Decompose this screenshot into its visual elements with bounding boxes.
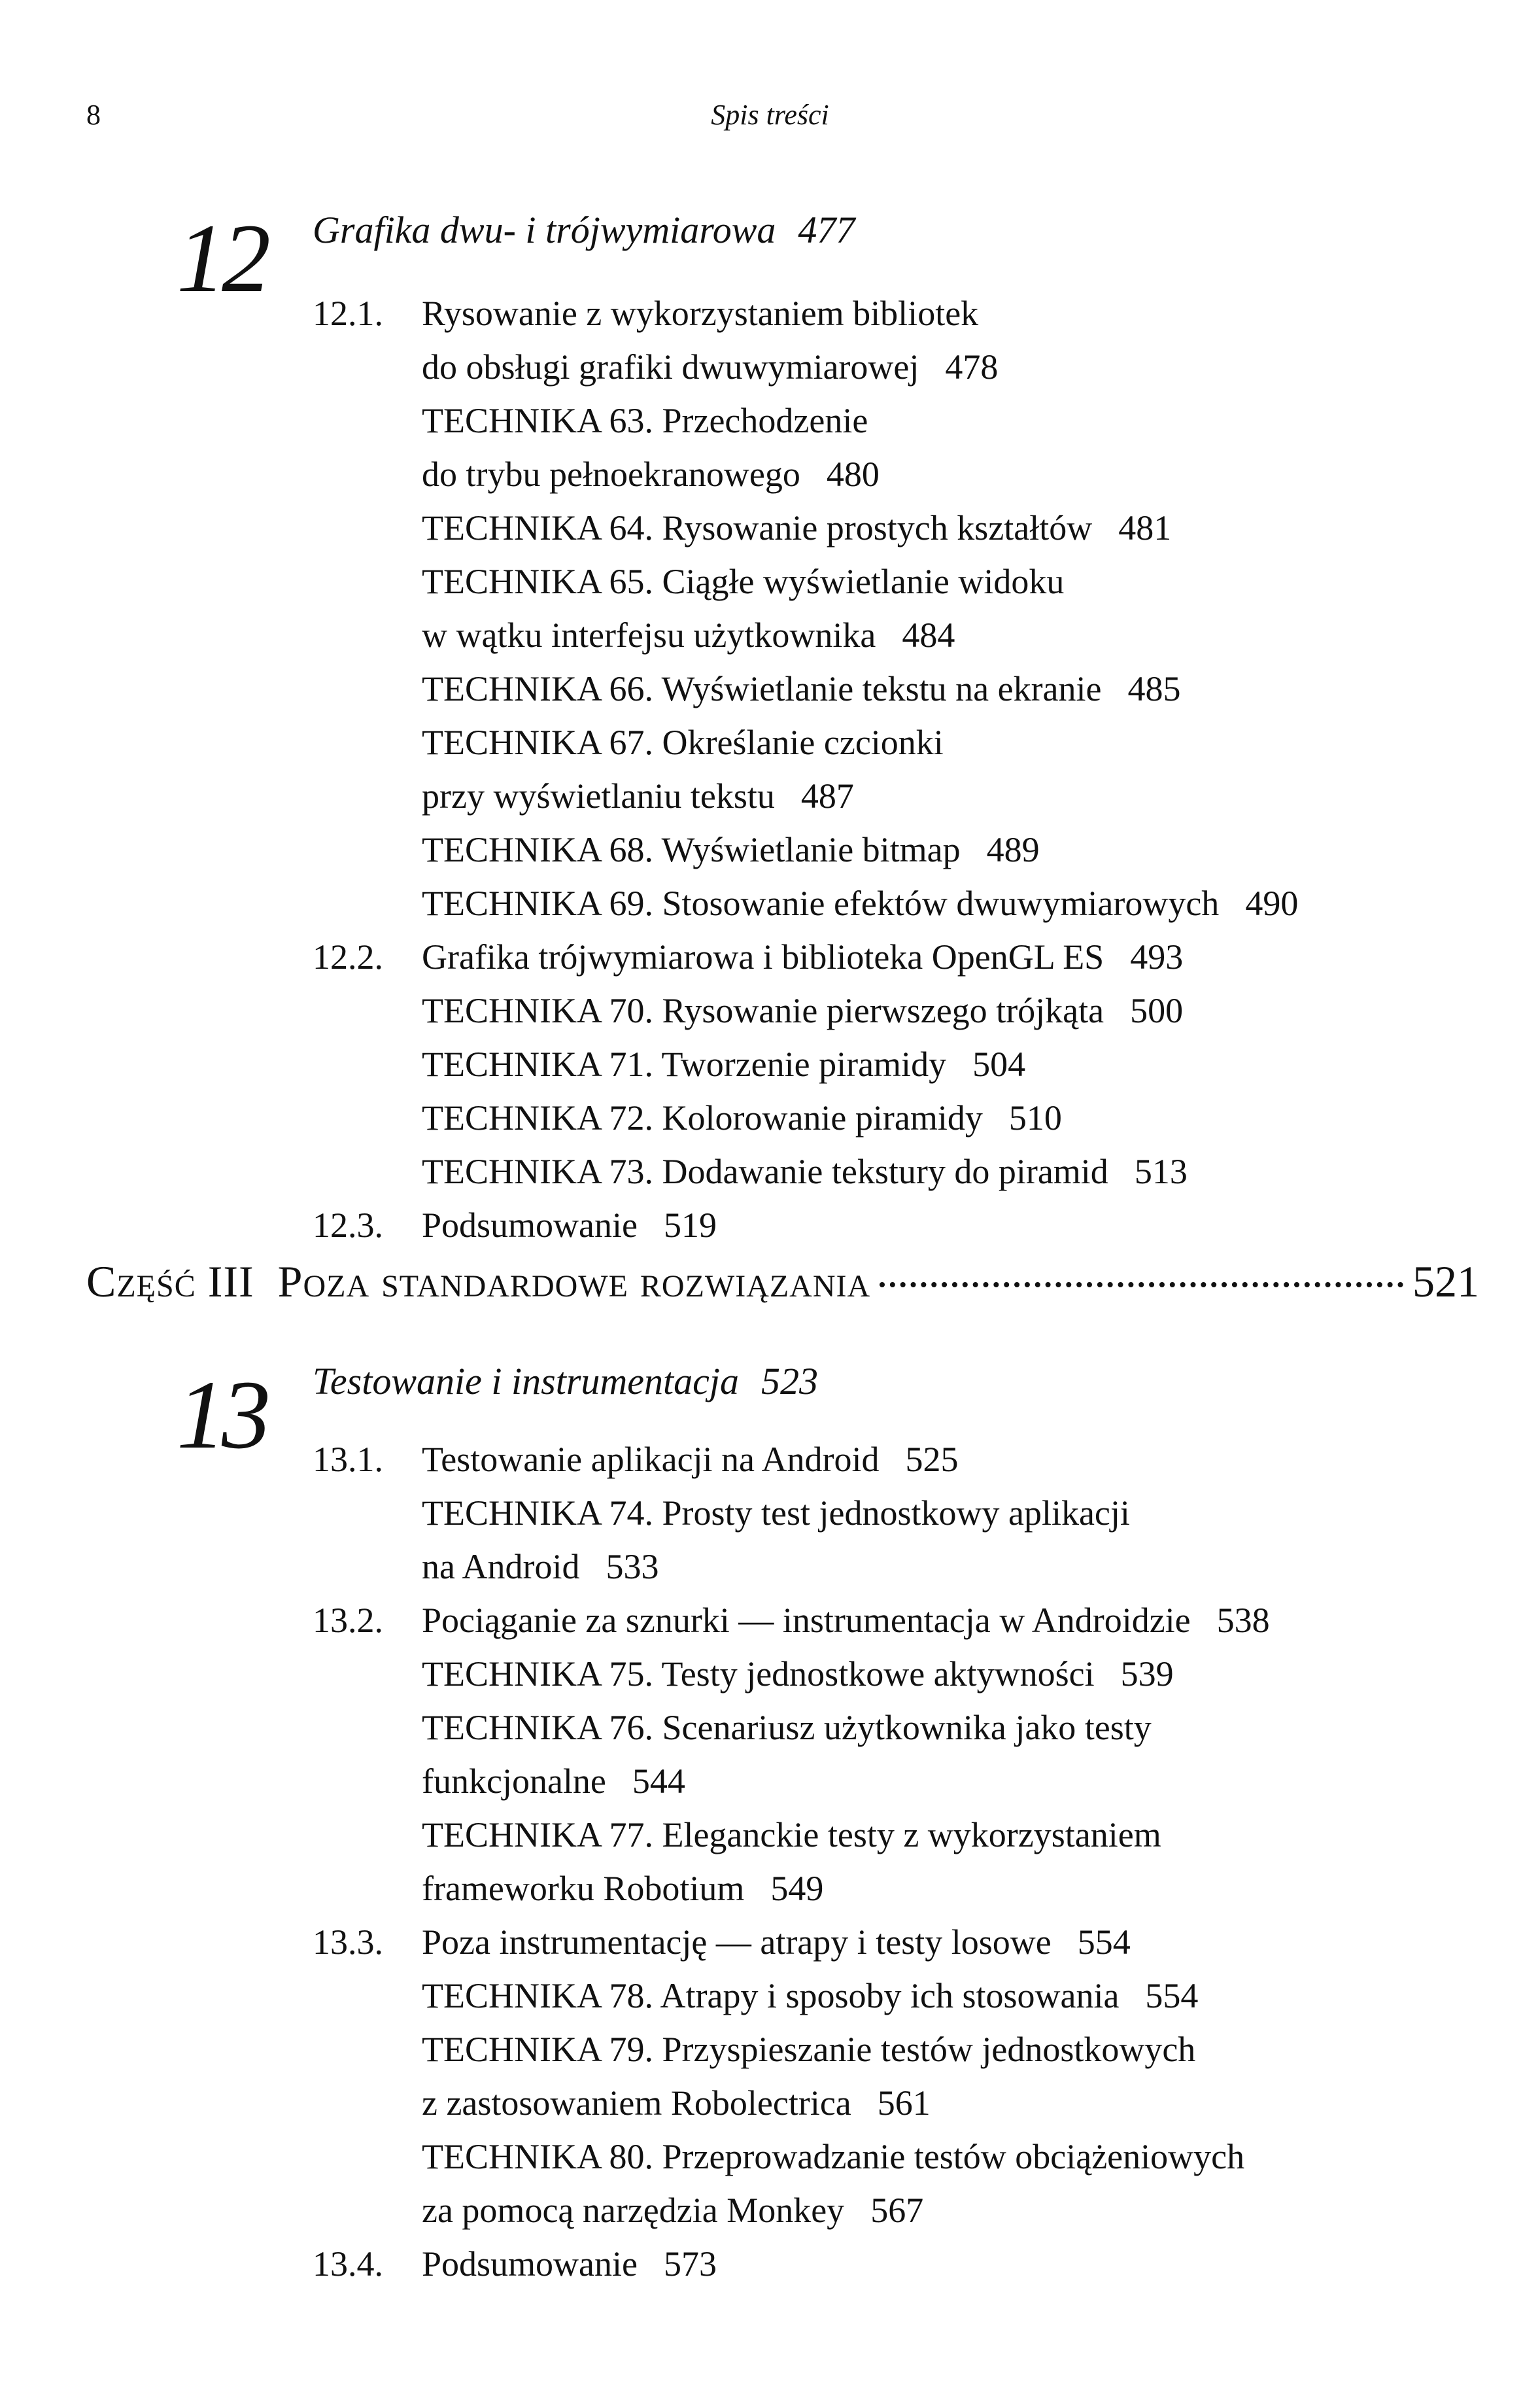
entry-page: 549 bbox=[770, 1869, 824, 1908]
entry-page: 533 bbox=[606, 1547, 659, 1586]
entry-page: 487 bbox=[800, 776, 854, 816]
entry-title-line: TECHNIKA 64. Rysowanie prostych kształtów 481 bbox=[422, 508, 1172, 547]
section-entry[interactable] bbox=[0, 1198, 1540, 1252]
technique-entry[interactable] bbox=[0, 2023, 1540, 2130]
running-title: Spis treści bbox=[711, 99, 829, 131]
section-entry[interactable] bbox=[0, 1593, 1540, 1647]
chapter-title-text: Grafika dwu- i trójwymiarowa bbox=[313, 209, 776, 251]
entry-page: 478 bbox=[945, 347, 999, 387]
entry-title-line: TECHNIKA 72. Kolorowanie piramidy 510 bbox=[422, 1098, 1062, 1138]
entry-page: 539 bbox=[1120, 1654, 1174, 1694]
technique-entry[interactable] bbox=[0, 501, 1540, 555]
chapter-page: 477 bbox=[798, 209, 855, 251]
entry-page: 490 bbox=[1245, 884, 1299, 923]
entry-page: 500 bbox=[1130, 991, 1184, 1030]
entry-title-line: Poza instrumentację — atrapy i testy losowe 554 bbox=[422, 1922, 1131, 1962]
section-entry[interactable] bbox=[0, 2237, 1540, 2291]
entry-page: 544 bbox=[632, 1762, 685, 1801]
entry-page: 481 bbox=[1118, 508, 1172, 547]
page-number: 8 bbox=[86, 99, 101, 131]
chapter-title-text: Testowanie i instrumentacja bbox=[313, 1360, 739, 1402]
technique-entry[interactable] bbox=[0, 1647, 1540, 1701]
section-number: 12.1. bbox=[313, 294, 383, 333]
section-number: 13.1. bbox=[313, 1440, 383, 1479]
entry-title-line: do trybu pełnoekranowego 480 bbox=[422, 455, 880, 494]
entry-title-line: TECHNIKA 70. Rysowanie pierwszego trójkąta 500 bbox=[422, 991, 1184, 1030]
entry-title-line: w wątku interfejsu użytkownika 484 bbox=[422, 616, 955, 655]
entry-title-line: TECHNIKA 74. Prosty test jednostkowy aplikacji bbox=[422, 1493, 1130, 1533]
entry-title-line: Grafika trójwymiarowa i biblioteka OpenGL ES 493 bbox=[422, 937, 1184, 977]
entry-title-line: TECHNIKA 68. Wyświetlanie bitmap 489 bbox=[422, 830, 1040, 869]
section-number: 13.4. bbox=[313, 2244, 383, 2284]
entry-title-line: TECHNIKA 80. Przeprowadzanie testów obciążeniowych bbox=[422, 2137, 1245, 2176]
section-entry[interactable] bbox=[0, 930, 1540, 984]
technique-entry[interactable] bbox=[0, 1145, 1540, 1198]
entry-title-line: TECHNIKA 67. Określanie czcionki bbox=[422, 723, 944, 762]
entry-page: 510 bbox=[1008, 1098, 1062, 1138]
entry-title-line: za pomocą narzędzia Monkey 567 bbox=[422, 2191, 924, 2230]
technique-entry[interactable] bbox=[0, 1701, 1540, 1808]
section-number: 12.3. bbox=[313, 1206, 383, 1245]
entry-page: 538 bbox=[1216, 1601, 1270, 1640]
entry-title-line: Testowanie aplikacji na Android 525 bbox=[422, 1440, 959, 1479]
technique-entry[interactable] bbox=[0, 2130, 1540, 2237]
entry-title-line: frameworku Robotium 549 bbox=[422, 1869, 824, 1908]
entry-page: 567 bbox=[870, 2191, 924, 2230]
entry-title-line: TECHNIKA 79. Przyspieszanie testów jednostkowych bbox=[422, 2030, 1196, 2069]
entry-title-line: z zastosowaniem Robolectrica 561 bbox=[422, 2083, 931, 2123]
entry-page: 489 bbox=[986, 830, 1040, 869]
entry-page: 504 bbox=[972, 1045, 1026, 1084]
technique-entry[interactable] bbox=[0, 662, 1540, 716]
entry-title-line: TECHNIKA 78. Atrapy i sposoby ich stosowania 554 bbox=[422, 1976, 1199, 2015]
chapter-title[interactable] bbox=[313, 208, 855, 252]
chapter-page: 523 bbox=[761, 1360, 818, 1402]
chapter-number: 12 bbox=[177, 204, 267, 313]
part-label: Część III bbox=[86, 1257, 254, 1306]
chapter-12-heading bbox=[0, 196, 1540, 313]
entry-title-line: Rysowanie z wykorzystaniem bibliotek bbox=[422, 294, 979, 333]
technique-entry[interactable] bbox=[0, 984, 1540, 1037]
dot-leader bbox=[880, 1282, 1403, 1287]
entry-page: 493 bbox=[1130, 937, 1184, 977]
entry-title-line: TECHNIKA 77. Eleganckie testy z wykorzystaniem bbox=[422, 1815, 1161, 1854]
entry-page: 513 bbox=[1134, 1152, 1188, 1191]
running-head bbox=[0, 98, 1540, 137]
technique-entry[interactable] bbox=[0, 1037, 1540, 1091]
entry-title-line: do obsługi grafiki dwuwymiarowej 478 bbox=[422, 347, 999, 387]
technique-entry[interactable] bbox=[0, 1486, 1540, 1593]
technique-entry[interactable] bbox=[0, 823, 1540, 877]
chapter-number: 13 bbox=[177, 1361, 267, 1469]
entry-page: 554 bbox=[1145, 1976, 1199, 2015]
technique-entry[interactable] bbox=[0, 1969, 1540, 2023]
section-entry[interactable] bbox=[0, 1433, 1540, 1486]
part-3-heading[interactable] bbox=[86, 1256, 1479, 1315]
part-page: 521 bbox=[1412, 1257, 1479, 1306]
entry-page: 480 bbox=[826, 455, 880, 494]
entry-page: 573 bbox=[664, 2244, 717, 2284]
entry-title-line: TECHNIKA 65. Ciągłe wyświetlanie widoku bbox=[422, 562, 1065, 601]
entry-title-line: TECHNIKA 71. Tworzenie piramidy 504 bbox=[422, 1045, 1026, 1084]
section-entry[interactable] bbox=[0, 1915, 1540, 1969]
entry-title-line: na Android 533 bbox=[422, 1547, 659, 1586]
entry-title-line: TECHNIKA 76. Scenariusz użytkownika jako testy bbox=[422, 1708, 1152, 1747]
chapter-title[interactable] bbox=[313, 1359, 818, 1403]
entry-title-line: przy wyświetlaniu tekstu 487 bbox=[422, 776, 854, 816]
entry-title-line: funkcjonalne 544 bbox=[422, 1762, 685, 1801]
technique-entry[interactable] bbox=[0, 877, 1540, 930]
entry-page: 525 bbox=[905, 1440, 959, 1479]
entry-title-line: Pociąganie za sznurki — instrumentacja w Androidzie 538 bbox=[422, 1601, 1270, 1640]
technique-entry[interactable] bbox=[0, 716, 1540, 823]
entry-title-line: TECHNIKA 73. Dodawanie tekstury do piramid 513 bbox=[422, 1152, 1188, 1191]
section-number: 13.2. bbox=[313, 1601, 383, 1640]
entry-page: 484 bbox=[902, 616, 955, 655]
entry-page: 519 bbox=[664, 1206, 717, 1245]
section-entry[interactable] bbox=[0, 287, 1540, 394]
entry-title-line: Podsumowanie 573 bbox=[422, 2244, 717, 2284]
section-number: 13.3. bbox=[313, 1922, 383, 1962]
entry-title-line: Podsumowanie 519 bbox=[422, 1206, 717, 1245]
technique-entry[interactable] bbox=[0, 555, 1540, 662]
entry-page: 561 bbox=[877, 2083, 931, 2123]
technique-entry[interactable] bbox=[0, 394, 1540, 501]
entry-page: 554 bbox=[1077, 1922, 1131, 1962]
technique-entry[interactable] bbox=[0, 1091, 1540, 1145]
entry-title-line: TECHNIKA 63. Przechodzenie bbox=[422, 401, 868, 440]
entry-title-line: TECHNIKA 69. Stosowanie efektów dwuwymiarowych 490 bbox=[422, 884, 1299, 923]
part-title: Poza standardowe rozwiązania bbox=[277, 1257, 871, 1306]
entry-title-line: TECHNIKA 75. Testy jednostkowe aktywności 539 bbox=[422, 1654, 1174, 1694]
entry-title-line: TECHNIKA 66. Wyświetlanie tekstu na ekranie 485 bbox=[422, 669, 1181, 708]
section-number: 12.2. bbox=[313, 937, 383, 977]
entry-page: 485 bbox=[1127, 669, 1181, 708]
technique-entry[interactable] bbox=[0, 1808, 1540, 1915]
